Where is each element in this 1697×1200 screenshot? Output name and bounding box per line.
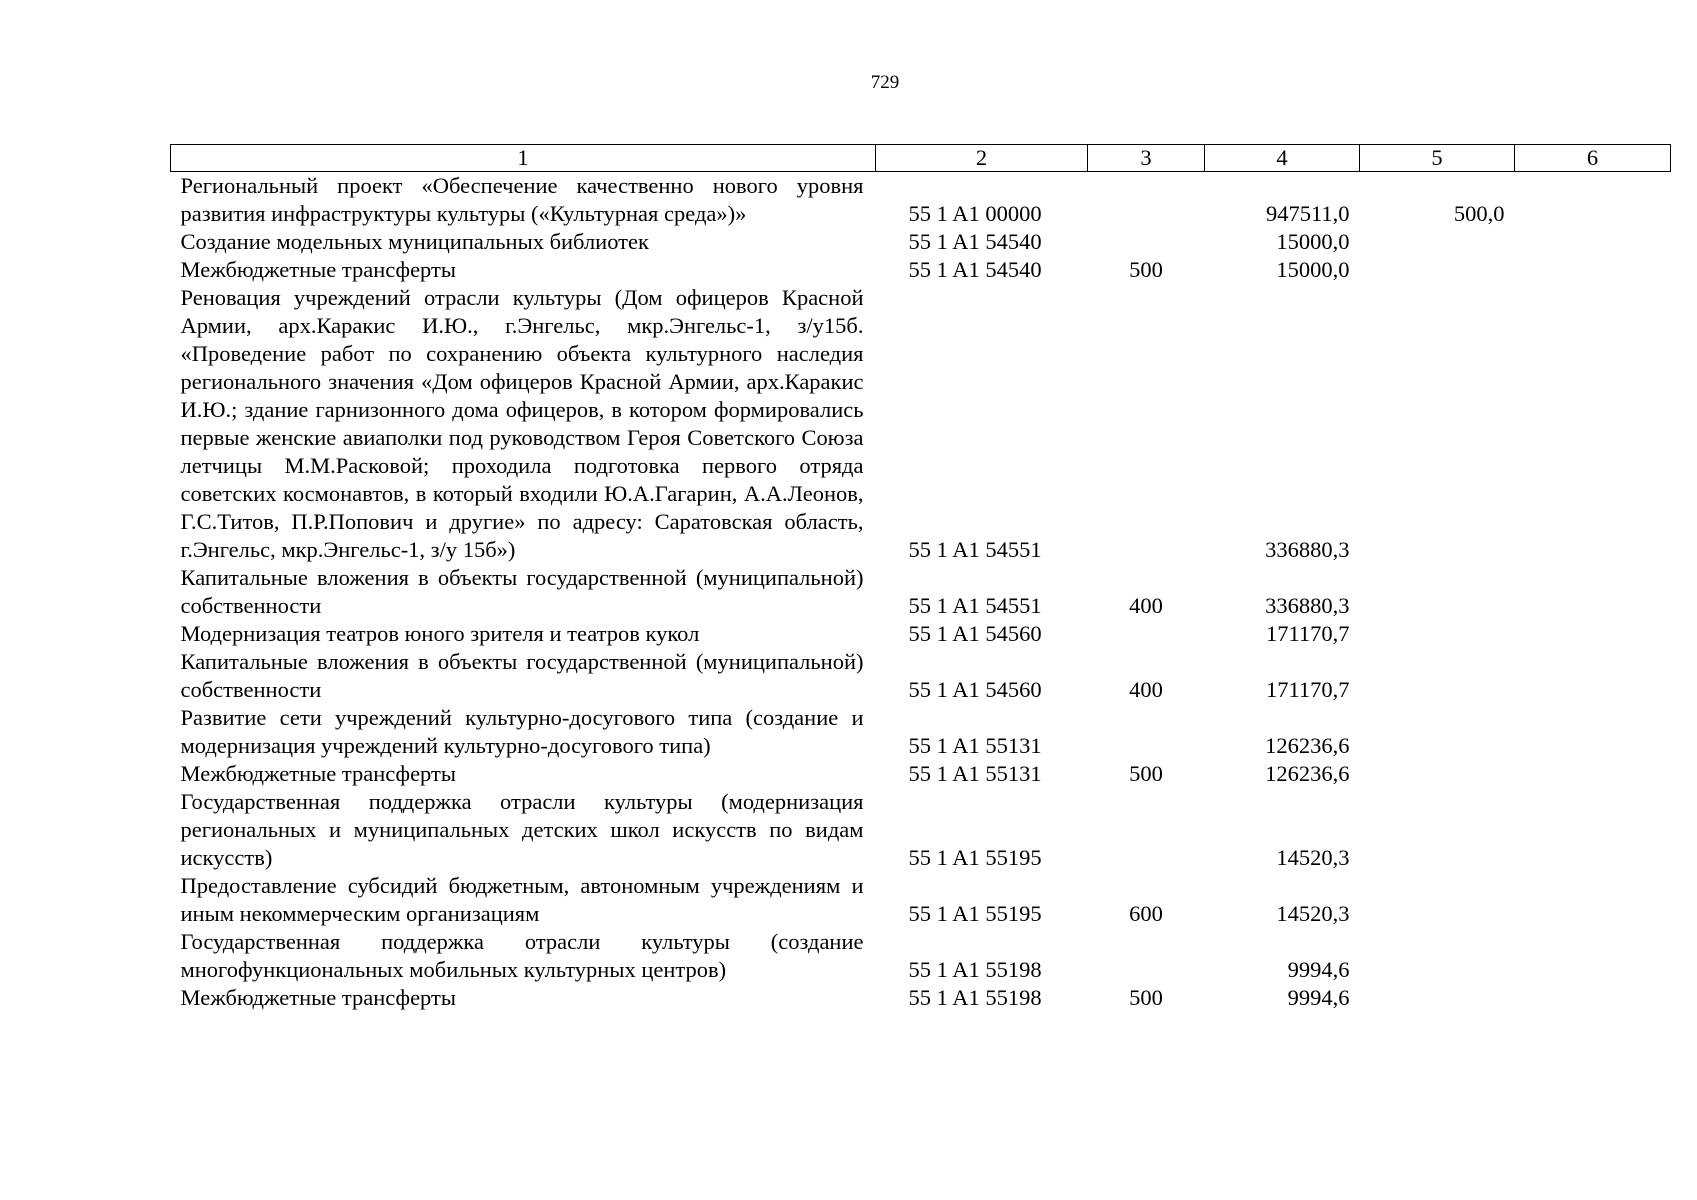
row-code: 55 1 A1 55198 (908, 957, 1042, 982)
row-name: Межбюджетные трансферты (180, 761, 456, 786)
row-expense-type (1088, 284, 1205, 564)
row-expense-type (1088, 788, 1205, 872)
row-name: Региональный проект «Обеспечение качественно нового уровня развития инфраструктуры культуры («Культурная среда»)» (180, 173, 864, 226)
table-row (171, 284, 1671, 564)
row-amount-col6 (1515, 256, 1671, 284)
row-code: 55 1 A1 54560 (908, 677, 1042, 702)
row-code: 55 1 A1 54540 (908, 229, 1042, 254)
row-expense-type (1088, 704, 1205, 760)
row-code: 55 1 A1 55198 (908, 985, 1042, 1010)
row-name: Государственная поддержка отрасли культуры (модернизация региональных и муниципальных детских школ искусств по видам искусств) (180, 789, 864, 870)
row-amount-col6 (1515, 928, 1671, 984)
row-amount-col4: 9994,6 (1287, 985, 1350, 1010)
table-row (171, 648, 1671, 704)
row-expense-type: 500 (1129, 761, 1163, 786)
row-expense-type (1088, 172, 1205, 229)
row-amount-col6 (1515, 284, 1671, 564)
row-amount-col4: 336880,3 (1265, 593, 1350, 618)
row-amount-col4: 336880,3 (1265, 537, 1350, 562)
row-code: 55 1 A1 54560 (908, 621, 1042, 646)
row-amount-col5 (1360, 564, 1515, 620)
row-amount-col5 (1360, 620, 1515, 648)
header-col-4: 4 (1205, 145, 1360, 172)
budget-table (170, 144, 1671, 1012)
row-name: Создание модельных муниципальных библиотек (180, 229, 649, 254)
row-amount-col4: 15000,0 (1276, 229, 1350, 254)
row-code: 55 1 A1 00000 (908, 201, 1042, 226)
header-col-5: 5 (1360, 145, 1515, 172)
table-row (171, 788, 1671, 872)
row-amount-col5: 500,0 (1453, 201, 1505, 226)
row-name: Реновация учреждений отрасли культуры (Дом офицеров Красной Армии, арх.Каракис И.Ю., г.Энгельс, мкр.Энгельс-1, з/у15б. «Проведение работ по сохранению объекта культурного наследия регионального значения «Дом офицеров Красной Армии, арх.Каракис И.Ю.; здание гарнизонного дома офицеров, в котором формировались первые женские авиаполки под руководством Героя Советского Союза летчицы М.М.Расковой; проходила подготовка первого отряда советских космонавтов, в который входили Ю.А.Гагарин, А.А.Леонов, Г.С.Титов, П.Р.Попович и другие» по адресу: Саратовская область, г.Энгельс, мкр.Энгельс-1, з/у 15б») (180, 285, 864, 562)
row-expense-type: 400 (1129, 677, 1163, 702)
row-amount-col6 (1515, 620, 1671, 648)
row-amount-col6 (1515, 704, 1671, 760)
row-name: Предоставление субсидий бюджетным, автономным учреждениям и иным некоммерческим организациям (180, 873, 864, 926)
row-amount-col5 (1360, 984, 1515, 1012)
row-amount-col6 (1515, 172, 1671, 229)
header-col-3: 3 (1088, 145, 1205, 172)
row-amount-col4: 14520,3 (1276, 845, 1350, 870)
table-row (171, 228, 1671, 256)
row-code: 55 1 A1 54551 (908, 537, 1042, 562)
table-row (171, 564, 1671, 620)
row-code: 55 1 A1 55131 (908, 761, 1042, 786)
row-code: 55 1 A1 55195 (908, 901, 1042, 926)
row-amount-col5 (1360, 648, 1515, 704)
row-amount-col5 (1360, 284, 1515, 564)
row-expense-type: 400 (1129, 593, 1163, 618)
row-amount-col6 (1515, 872, 1671, 928)
table-row (171, 172, 1671, 229)
row-amount-col4: 9994,6 (1287, 957, 1350, 982)
table-row (171, 760, 1671, 788)
row-name: Межбюджетные трансферты (180, 257, 456, 282)
table-header-row (171, 145, 1671, 172)
row-expense-type (1088, 228, 1205, 256)
header-col-2: 2 (876, 145, 1088, 172)
row-amount-col5 (1360, 256, 1515, 284)
row-amount-col5 (1360, 704, 1515, 760)
row-amount-col4: 15000,0 (1276, 257, 1350, 282)
row-code: 55 1 A1 55131 (908, 733, 1042, 758)
row-expense-type: 600 (1129, 901, 1163, 926)
header-col-1: 1 (171, 145, 876, 172)
table-row (171, 704, 1671, 760)
table-row (171, 620, 1671, 648)
row-name: Капитальные вложения в объекты государственной (муниципальной) собственности (180, 565, 864, 618)
row-amount-col6 (1515, 564, 1671, 620)
row-amount-col4: 171170,7 (1265, 621, 1350, 646)
row-amount-col5 (1360, 928, 1515, 984)
row-amount-col4: 126236,6 (1265, 733, 1350, 758)
row-amount-col4: 14520,3 (1276, 901, 1350, 926)
row-amount-col5 (1360, 872, 1515, 928)
row-amount-col6 (1515, 648, 1671, 704)
row-amount-col5 (1360, 788, 1515, 872)
row-code: 55 1 A1 54540 (908, 257, 1042, 282)
row-expense-type (1088, 620, 1205, 648)
header-col-6: 6 (1515, 145, 1671, 172)
table-row (171, 872, 1671, 928)
table-row (171, 984, 1671, 1012)
row-name: Межбюджетные трансферты (180, 985, 456, 1010)
budget-table-container (170, 144, 1670, 1012)
row-code: 55 1 A1 54551 (908, 593, 1042, 618)
row-name: Капитальные вложения в объекты государственной (муниципальной) собственности (180, 649, 864, 702)
row-code: 55 1 A1 55195 (908, 845, 1042, 870)
row-expense-type (1088, 928, 1205, 984)
table-row (171, 256, 1671, 284)
row-name: Развитие сети учреждений культурно-досугового типа (создание и модернизация учреждений культурно-досугового типа) (180, 705, 864, 758)
row-expense-type: 500 (1129, 257, 1163, 282)
row-name: Государственная поддержка отрасли культуры (создание многофункциональных мобильных культурных центров) (180, 929, 864, 982)
row-amount-col4: 947511,0 (1265, 201, 1350, 226)
row-amount-col4: 171170,7 (1265, 677, 1350, 702)
row-amount-col6 (1515, 760, 1671, 788)
row-amount-col5 (1360, 760, 1515, 788)
row-amount-col5 (1360, 228, 1515, 256)
row-expense-type: 500 (1129, 985, 1163, 1010)
page-number: 729 (870, 72, 900, 93)
row-name: Модернизация театров юного зрителя и театров кукол (180, 621, 700, 646)
table-row (171, 928, 1671, 984)
row-amount-col4: 126236,6 (1265, 761, 1350, 786)
row-amount-col6 (1515, 228, 1671, 256)
row-amount-col6 (1515, 984, 1671, 1012)
row-amount-col6 (1515, 788, 1671, 872)
